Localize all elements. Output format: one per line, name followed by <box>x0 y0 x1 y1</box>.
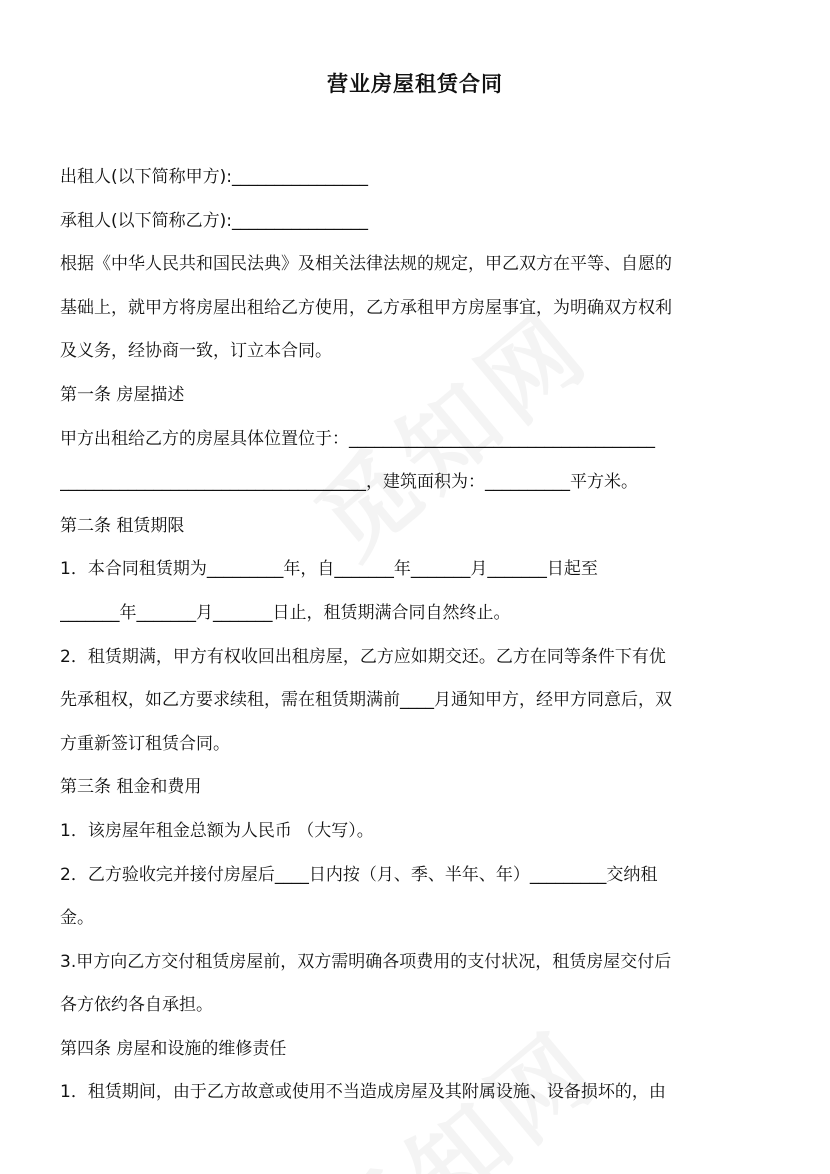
property-area-line: ____________________________________，建筑面积为：__________平方米。 <box>60 472 638 493</box>
article-3-heading: 第三条 租金和费用 <box>60 777 202 798</box>
preamble-line: 根据《中华人民共和国民法典》及相关法律法规的规定，甲乙双方在平等、自愿的 <box>60 254 672 275</box>
renewal-line: 先承租权，如乙方要求续租，需在租赁期满前____月通知甲方，经甲方同意后，双 <box>60 690 672 711</box>
lessor-line: 出租人(以下简称甲方):________________ <box>60 167 368 187</box>
article-4-heading: 第四条 房屋和设施的维修责任 <box>60 1038 287 1059</box>
rent-amount-line: 1．该房屋年租金总额为人民币 （大写）。 <box>60 820 374 841</box>
property-location-line: 甲方出租给乙方的房屋具体位置位于：____________________________________ <box>60 428 655 449</box>
article-2-heading: 第二条 租赁期限 <box>60 515 185 536</box>
maintenance-line: 1．租赁期间，由于乙方故意或使用不当造成房屋及其附属设施、设备损坏的，由 <box>60 1082 666 1103</box>
lease-term-line: 1．本合同租赁期为_________年，自_______年_______月_______日起至 <box>60 559 598 580</box>
document-body <box>60 156 770 1115</box>
rent-payment-line: 金。 <box>60 908 94 929</box>
renewal-line: 方重新签订租赁合同。 <box>60 733 230 754</box>
fees-line: 3.甲方向乙方交付租赁房屋前，双方需明确各项费用的支付状况，租赁房屋交付后 <box>60 951 672 972</box>
document-title: 营业房屋租赁合同 <box>327 72 503 96</box>
preamble-line: 及义务，经协商一致，订立本合同。 <box>60 341 332 362</box>
rent-payment-line: 2．乙方验收完并接付房屋后____日内按（月、季、半年、年）_________交纳租 <box>60 864 658 885</box>
fees-line: 各方依约各自承担。 <box>60 995 213 1016</box>
renewal-line: 2．租赁期满，甲方有权收回出租房屋，乙方应如期交还。乙方在同等条件下有优 <box>60 646 666 667</box>
lessee-line: 承租人(以下简称乙方):________________ <box>60 210 368 231</box>
preamble-line: 基础上，就甲方将房屋出租给乙方使用，乙方承租甲方房屋事宜，为明确双方权利 <box>60 297 672 318</box>
article-1-heading: 第一条 房屋描述 <box>60 384 185 405</box>
lease-term-line: _______年_______月_______日止，租赁期满合同自然终止。 <box>60 602 511 623</box>
